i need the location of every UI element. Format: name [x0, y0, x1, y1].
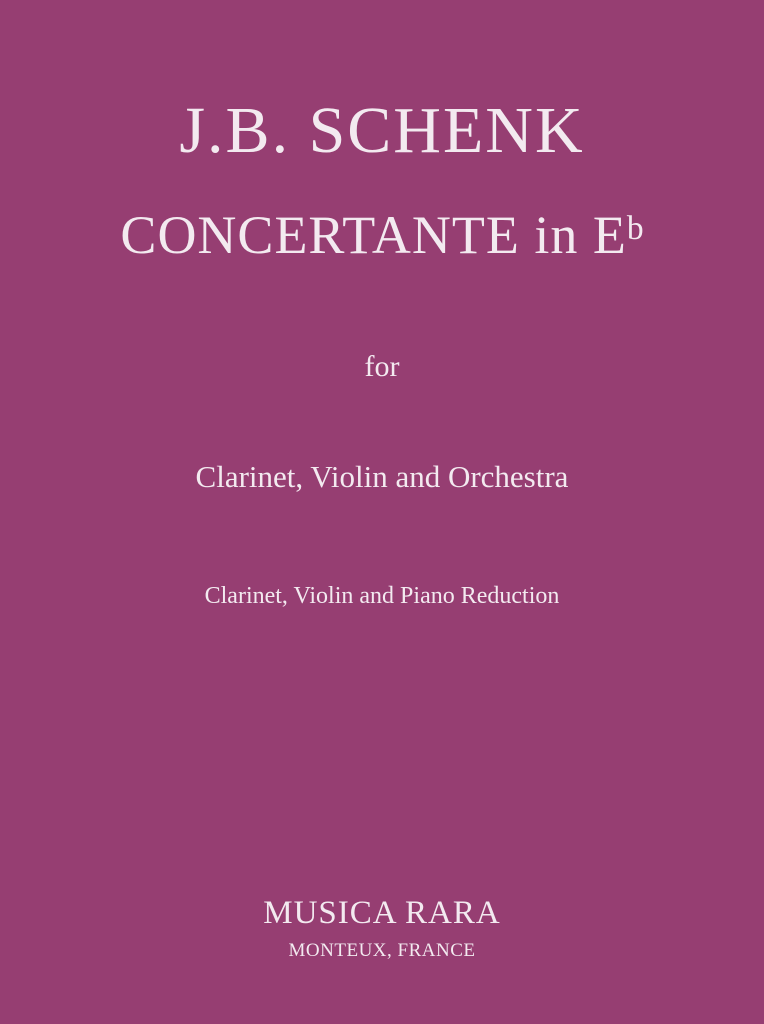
flat-superscript: b [626, 209, 644, 247]
composer-name: J.B. SCHENK [179, 94, 585, 167]
publisher-name: MUSICA RARA [263, 895, 501, 931]
edition-line: Clarinet, Violin and Piano Reduction [204, 583, 560, 609]
for-label: for [364, 350, 400, 383]
work-title-text: CONCERTANTE in E [120, 205, 627, 265]
publisher-location: MONTEUX, FRANCE [288, 940, 476, 961]
work-title [0, 205, 764, 265]
instrumentation-line: Clarinet, Violin and Orchestra [195, 459, 569, 494]
